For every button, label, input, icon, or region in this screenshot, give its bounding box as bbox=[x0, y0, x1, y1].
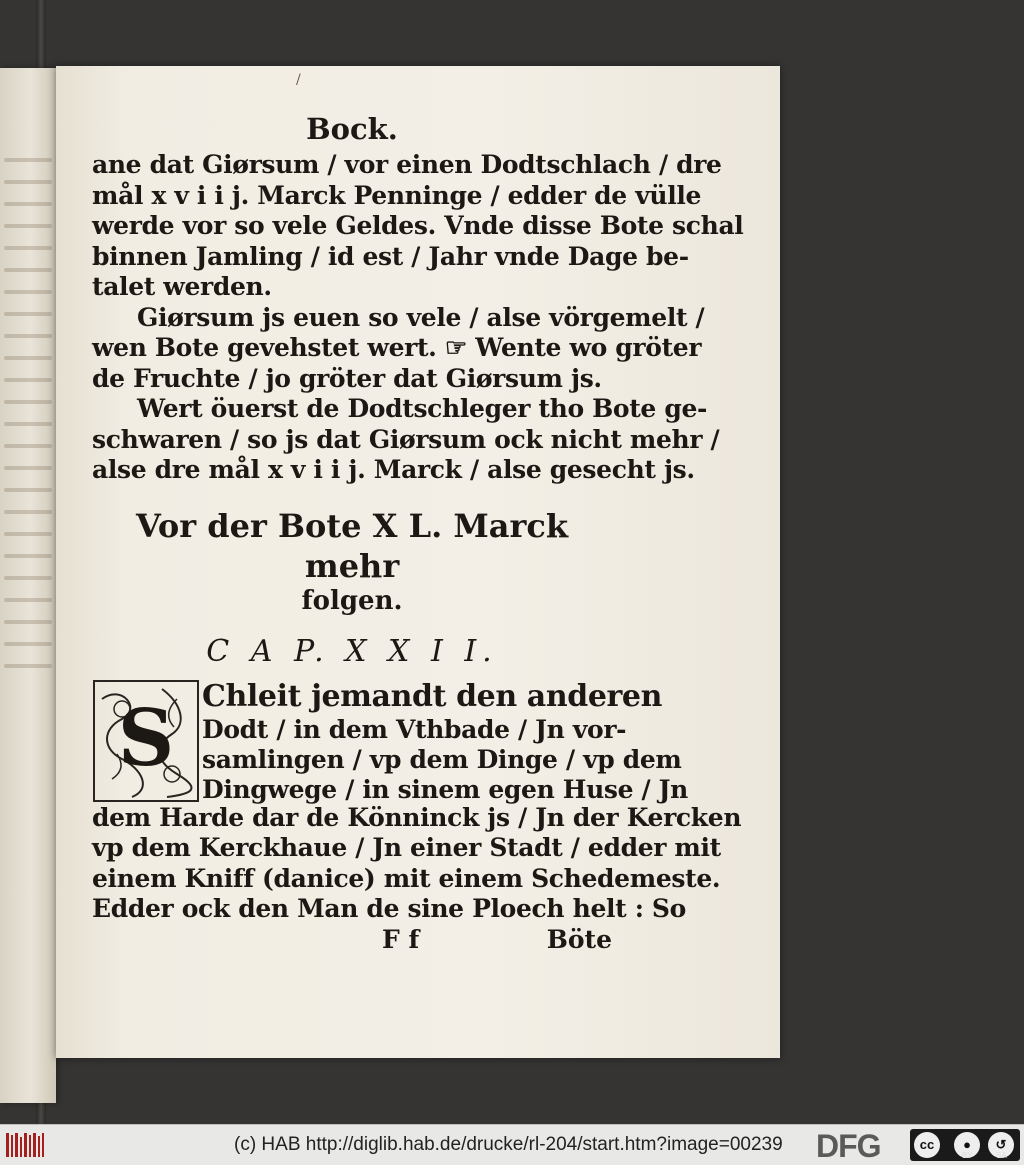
by-attribution-icon: ● bbox=[954, 1132, 980, 1158]
facing-page-left bbox=[0, 68, 56, 1103]
decorated-paragraph bbox=[92, 678, 688, 804]
text-line: Edder ock den Man de sine Ploech helt : So bbox=[92, 894, 686, 923]
text-line: einem Kniff (danice) mit einem Schedemeste. bbox=[92, 863, 721, 893]
text-line: Dodt / in dem Vthbade / Jn vor- bbox=[202, 714, 627, 744]
section-heading: Vor der Bote X L. Marck mehr bbox=[135, 506, 569, 585]
text-line: werde vor so vele Geldes. Vnde disse Bote schal bbox=[92, 211, 744, 240]
signature-mark: F f bbox=[382, 924, 420, 954]
sa-label: SA bbox=[996, 1151, 1007, 1160]
text-line: samlingen / vp dem Dinge / vp dem bbox=[202, 744, 682, 774]
text-line: ane dat Giørsum / vor einen Dodtschlach / dre bbox=[92, 150, 722, 179]
text-line: binnen Jamling / id est / Jahr vnde Dage be- bbox=[92, 241, 689, 271]
cc-icon: cc bbox=[914, 1132, 940, 1158]
section-heading-continued: folgen. bbox=[301, 585, 403, 616]
text-line: de Fruchte / jo gröter dat Giørsum js. bbox=[92, 363, 602, 393]
decorated-initial-icon bbox=[92, 679, 200, 803]
page-text-block bbox=[92, 112, 744, 957]
initial-letter: S bbox=[117, 692, 175, 784]
page-mark: / bbox=[296, 72, 301, 88]
page-footer bbox=[92, 925, 612, 957]
text-line: Dingwege / in sinem egen Huse / Jn bbox=[202, 774, 688, 804]
catchword: Böte bbox=[546, 924, 612, 954]
hab-barcode-logo-icon[interactable] bbox=[6, 1133, 44, 1157]
by-label: BY bbox=[962, 1151, 973, 1160]
text-line: vp dem Kerckhaue / Jn einer Stadt / edder mit bbox=[92, 833, 721, 862]
facing-page-ghost-text bbox=[4, 158, 52, 686]
running-header: Bock. bbox=[306, 112, 398, 146]
text-line: wen Bote gevehstet wert. ☞ Wente wo gröter bbox=[92, 333, 702, 362]
text-line: Giørsum js euen so vele / alse vörgemelt / bbox=[137, 302, 705, 332]
text-line: Wert öuerst de Dodtschleger tho Bote ge- bbox=[137, 394, 708, 423]
cc-license-badge[interactable] bbox=[910, 1129, 1020, 1161]
text-line: alse dre mål x v i i j. Marck / alse gesecht js. bbox=[92, 455, 695, 484]
copyright-url-link[interactable]: (c) HAB http://diglib.hab.de/drucke/rl-204/start.htm?image=00239 bbox=[234, 1134, 783, 1155]
text-line: Chleit jemandt den anderen bbox=[202, 678, 663, 714]
chapter-number: C A P. X X I I. bbox=[206, 633, 498, 669]
text-line: talet werden. bbox=[92, 272, 272, 301]
credit-bar bbox=[0, 1124, 1024, 1165]
book-page bbox=[56, 66, 780, 1058]
text-line: schwaren / so js dat Giørsum ock nicht mehr / bbox=[92, 424, 720, 454]
dfg-logo[interactable]: DFG bbox=[816, 1128, 881, 1164]
share-alike-icon: ↺ bbox=[988, 1132, 1014, 1158]
text-line: mål x v i i j. Marck Penninge / edder de vülle bbox=[92, 180, 702, 210]
text-line: dem Harde dar de Könninck js / Jn der Kercken bbox=[92, 802, 742, 832]
initial-adjacent-lines bbox=[202, 678, 688, 805]
